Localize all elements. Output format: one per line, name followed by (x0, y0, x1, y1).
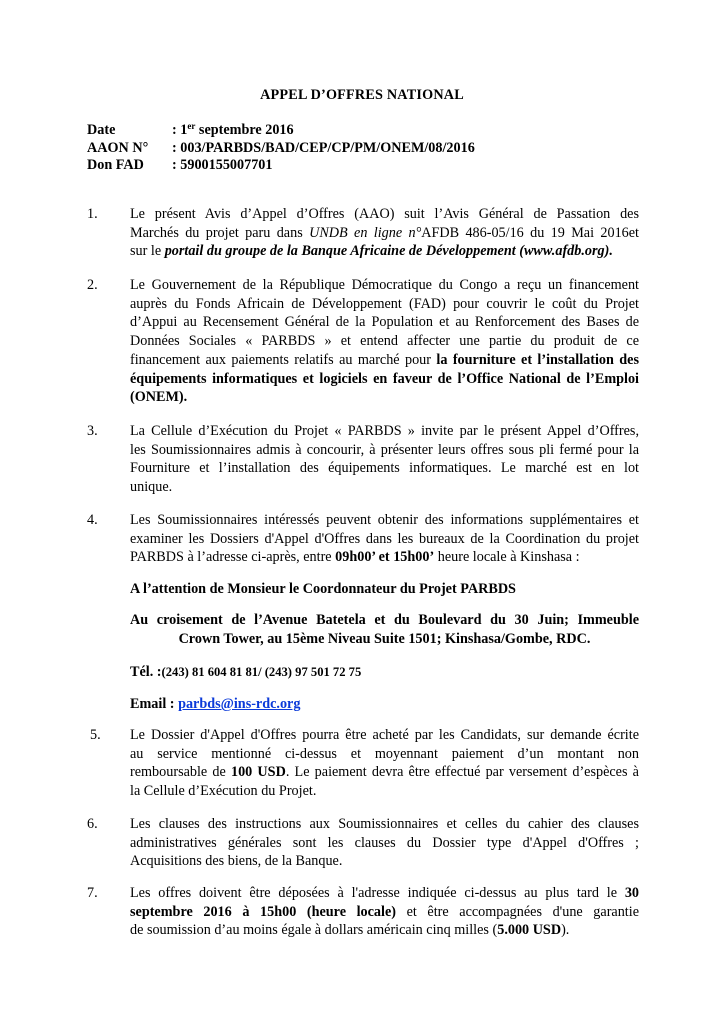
paragraph-number: 1. (87, 206, 98, 222)
don-fad-label: Don FAD (87, 157, 144, 173)
paragraph-number: 3. (87, 423, 98, 439)
paragraph-number: 5. (90, 727, 101, 743)
paragraph-number: 2. (87, 277, 98, 293)
document-page: APPEL D’OFFRES NATIONAL Date : 1er septembre 2016 AAON N° : 003/PARBDS/BAD/CEP/CP/PM/ONEM/08/2016 Don FAD : 5900155007701 1. Le présent Avis d’Appel d’Offres (AAO) suit l’Avis Général de Passation des Marchés du projet paru dans UNDB en ligne n°AFDB 486-05/16 du 19 Mai 2016et sur le portail du groupe de la Banque Africaine de Développement (www.afdb.org). 2. Le Gouvernement de la République Démocratique du Congo a reçu un financement auprès du Fonds Africain de Développement (FAD) pour couvrir le coût du Projet d’Appui au Recensement Général de la Population et au Renforcement des Bases de Données Sociales « PARBDS » et entend affecter une partie du produit de ce financement aux paiements relatifs au marché pour la fourniture et l’installation des équipements informatiques et logiciels en faveur de l’Office National de l’Emploi (ONEM). 3. La Cellule d’Exécution du Projet « PARBDS » invite par le présent Appel d’Offres, les Soumissionnaires admis à concourir, à présenter leurs offres sous pli fermé pour la Fourniture et l’installation des équipements informatiques. Le marché est en lot unique. 4. Les Soumissionnaires intéressés peuvent obtenir des informations supplémentaires et examiner les Dossiers d'Appel d'Offres dans les bureaux de la Coordination du projet PARBDS à l’adresse ci-après, entre 09h00’ et 15h00’ heure locale à Kinshasa : A l’attention de Monsieur le Coordonnateur du Projet PARBDS Au croisement de l’Avenue Batetela et du Boulevard du 30 Juin; Immeuble Crown Tower, au 15ème Niveau Suite 1501; Kinshasa/Gombe, RDC. Tél. :(243) 81 604 81 81/ (243) 97 501 72 75 Email : parbds@ins-rdc.org 5. Le Dossier d'Appel d'Offres pourra être acheté par les Candidats, sur demande écrite au service mentionné ci-dessus et moyennant paiement d’un montant non remboursable de 100 USD. Le paiement devra être effectué par versement d’espèces à la Cellule d’Exécution du Projet. 6. Les clauses des instructions aux Soumissionnaires et celles du cahier des clauses administratives générales sont les clauses du Dossier type d'Appel d'Offres ; Acquisitions des biens, de la Banque. 7. Les offres doivent être déposées à l'adresse indiquée ci-dessus au plus tard le 30 septembre 2016 à 15h00 (heure locale) et être accompagnées d'une garantie de soumission d’au moins égale à dollars américain cinq milles (5.000 USD). (0, 0, 724, 1024)
paragraph-number: 6. (87, 816, 98, 832)
email-link[interactable]: parbds@ins-rdc.org (178, 696, 301, 712)
document-title: APPEL D’OFFRES NATIONAL (260, 87, 464, 103)
aaon-value: : 003/PARBDS/BAD/CEP/CP/PM/ONEM/08/2016 (172, 140, 475, 156)
paragraph-number: 4. (87, 512, 98, 528)
date-value: : 1er septembre 2016 (172, 121, 294, 138)
aaon-label: AAON N° (87, 140, 149, 156)
paragraph-number: 7. (87, 885, 98, 901)
date-label: Date (87, 122, 116, 138)
don-fad-value: : 5900155007701 (172, 157, 273, 173)
